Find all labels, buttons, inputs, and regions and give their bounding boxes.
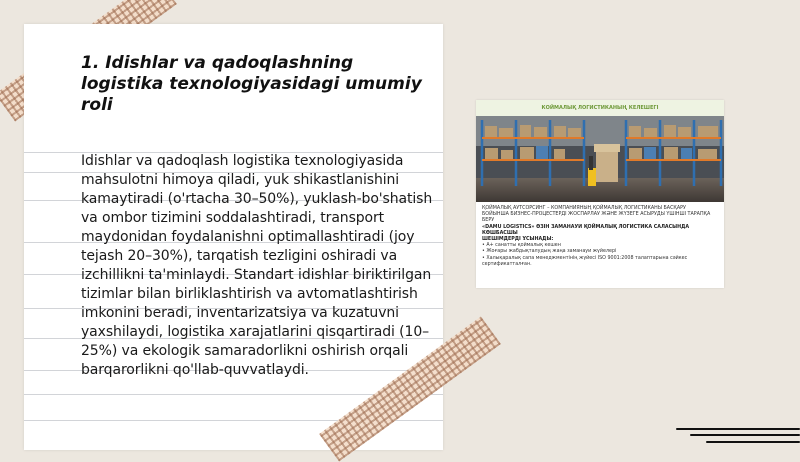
caption-line: ҚОЙМАЛЫҚ АУТСОРСИНГ – КОМПАНИЯНЫҢ ҚОЙМАЛЫҚ ЛОГИСТИКАНЫ БАСҚАРУ <box>482 206 686 211</box>
decorative-line <box>706 441 800 443</box>
decorative-line <box>676 428 800 430</box>
caption-line: «DAMU LOGISTICS» ӨЗІН ЗАМАНАУИ ҚОЙМАЛЫҚ ЛОГИСТИКА САЛАСЫНДА КӨШБАСШЫ <box>482 224 690 236</box>
warehouse-logistics-image <box>476 100 724 288</box>
image-header-text: КОЙМАЛЫҚ ЛОГИСТИКАНЫҢ КЕЛЕШЕГІ <box>476 100 724 116</box>
caption-line: сертификатталған. <box>482 261 532 267</box>
caption-line: • Жоғары жабдықталудың жаңа заманауи жүйелері <box>482 249 617 255</box>
decorative-line <box>690 434 800 436</box>
lined-paper-card <box>24 24 443 450</box>
caption-line: • Халықаралық сапа менеджментінің жүйесі ISO 9001:2008 талаптарына сәйкес <box>482 255 688 261</box>
warehouse-racks-photo <box>476 116 724 202</box>
caption-line: ШЕШІМДЕРДІ ҰСЫНАДЫ: <box>482 237 554 243</box>
slide-title: 1. Idishlar va qadoqlashning logistika texnologiyasidagi umumiy roli <box>81 53 422 115</box>
caption-line: • А+ санатты қоймалық кешен <box>482 243 561 249</box>
image-caption-text <box>482 206 718 268</box>
slide-body-text: Idishlar va qadoqlash logistika texnologiyasida mahsulotni himoya qiladi, yuk shikastlanishini kamaytiradi (o'rtacha 30–50%), yuklash-bo'shatish va ombor tizimini soddalashtiradi, transport maydonidan foydalanishni optimallashtiradi (joy tejash 20–30%), tarqatish tezligini oshiradi va izchillikni ta'minlaydi. Standart idishlar biriktirilgan tizimlar bilan birliklashtirish va avtomatlashtirish imkonini beradi, inventarizatsiya va kuzatuvni yaxshilaydi, logistika xarajatlarini qisqartiradi (10–25%) va ekologik samaradorlikni oshirish orqali barqarorlikni qo'llab-quvvatlaydi. <box>81 153 433 378</box>
caption-line: БОЙЫНША БИЗНЕС-ПРОЦЕСТЕРДІ ЖОСПАРЛАУ ЖӘНЕ ЖҮЗЕГЕ АСЫРУДЫ ҮШІНШІ ТАРАПҚА БЕРУ <box>482 212 711 224</box>
